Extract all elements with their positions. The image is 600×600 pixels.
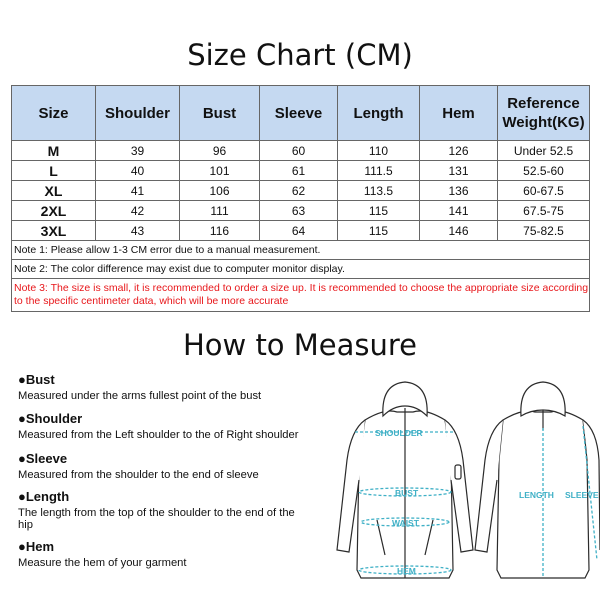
- table-row: [12, 181, 590, 201]
- label-bust: BUST: [395, 488, 419, 498]
- table-cell: 113.5: [338, 181, 420, 201]
- table-cell: 64: [260, 221, 338, 241]
- guide-desc: Measured under the arms fullest point of the bust: [18, 390, 262, 402]
- label-waist: WAIST: [392, 518, 419, 528]
- table-cell: 101: [180, 161, 260, 181]
- guide-label: ●Bust: [18, 372, 55, 387]
- size-cell: M: [12, 141, 96, 161]
- table-cell: 116: [180, 221, 260, 241]
- note-row: [12, 260, 590, 279]
- guide-label: ●Length: [18, 489, 70, 504]
- jacket-diagram: [325, 370, 600, 600]
- column-header: Size: [12, 86, 96, 141]
- table-cell: 60: [260, 141, 338, 161]
- table-cell: 111: [180, 201, 260, 221]
- table-cell: 61: [260, 161, 338, 181]
- size-cell: XL: [12, 181, 96, 201]
- table-cell: 63: [260, 201, 338, 221]
- table-row: [12, 221, 590, 241]
- table-row: [12, 161, 590, 181]
- size-chart-title: Size Chart (CM): [187, 38, 413, 72]
- table-cell: 42: [96, 201, 180, 221]
- column-header: Sleeve: [260, 86, 338, 141]
- weight-header-line1: Reference: [507, 95, 580, 112]
- table-cell: 146: [420, 221, 498, 241]
- guide-desc: Measure the hem of your garment: [18, 557, 187, 569]
- table-cell: 126: [420, 141, 498, 161]
- guide-item-sleeve: [18, 451, 318, 481]
- guide-label: ●Hem: [18, 539, 55, 554]
- label-sleeve: SLEEVE: [565, 490, 599, 500]
- table-cell: 60-67.5: [498, 181, 590, 201]
- column-header: Length: [338, 86, 420, 141]
- table-cell: 67.5-75: [498, 201, 590, 221]
- table-cell: 141: [420, 201, 498, 221]
- table-cell: 40: [96, 161, 180, 181]
- table-cell: 43: [96, 221, 180, 241]
- note-2: Note 2: The color difference may exist due to computer monitor display.: [12, 260, 590, 279]
- guide-desc: Measured from the Left shoulder to the of Right shoulder: [18, 429, 299, 441]
- table-row: [12, 201, 590, 221]
- size-chart-table: [11, 85, 590, 312]
- jacket-front: [337, 382, 473, 578]
- guide-item-bust: [18, 372, 318, 402]
- label-shoulder: SHOULDER: [375, 428, 423, 438]
- how-to-measure-title: How to Measure: [182, 328, 418, 362]
- size-cell: 3XL: [12, 221, 96, 241]
- table-cell: 115: [338, 221, 420, 241]
- table-cell: Under 52.5: [498, 141, 590, 161]
- note-row: [12, 279, 590, 312]
- guide-item-shoulder: [18, 411, 318, 441]
- guide-item-length: [18, 489, 318, 531]
- table-cell: 131: [420, 161, 498, 181]
- guide-label: ●Sleeve: [18, 451, 68, 466]
- table-row: [12, 141, 590, 161]
- weight-header-line2: Weight(KG): [502, 114, 585, 131]
- jacket-back: [475, 382, 600, 578]
- column-header: Shoulder: [96, 86, 180, 141]
- table-cell: 75-82.5: [498, 221, 590, 241]
- guide-label: ●Shoulder: [18, 411, 83, 426]
- guide-desc: The length from the top of the shoulder to the end of the hip: [18, 507, 295, 531]
- guide-item-hem: [18, 539, 318, 569]
- table-cell: 96: [180, 141, 260, 161]
- guide-desc: Measured from the shoulder to the end of sleeve: [18, 469, 259, 481]
- column-header-weight: [498, 86, 590, 141]
- column-header: Hem: [420, 86, 498, 141]
- table-cell: 110: [338, 141, 420, 161]
- label-length: LENGTH: [519, 490, 554, 500]
- note-row: [12, 241, 590, 260]
- table-cell: 39: [96, 141, 180, 161]
- table-header-row: [12, 86, 590, 141]
- note-1: Note 1: Please allow 1-3 CM error due to a manual measurement.: [12, 241, 590, 260]
- table-cell: 115: [338, 201, 420, 221]
- table-cell: 62: [260, 181, 338, 201]
- table-cell: 106: [180, 181, 260, 201]
- note-3: Note 3: The size is small, it is recommended to order a size up. It is recommended to choose the appropriate size according to the specific centimeter data, which will be more accurate: [12, 279, 590, 312]
- label-hem: HEM: [397, 566, 416, 576]
- table-cell: 52.5-60: [498, 161, 590, 181]
- column-header: Bust: [180, 86, 260, 141]
- size-cell: L: [12, 161, 96, 181]
- table-cell: 136: [420, 181, 498, 201]
- table-cell: 41: [96, 181, 180, 201]
- table-cell: 111.5: [338, 161, 420, 181]
- size-cell: 2XL: [12, 201, 96, 221]
